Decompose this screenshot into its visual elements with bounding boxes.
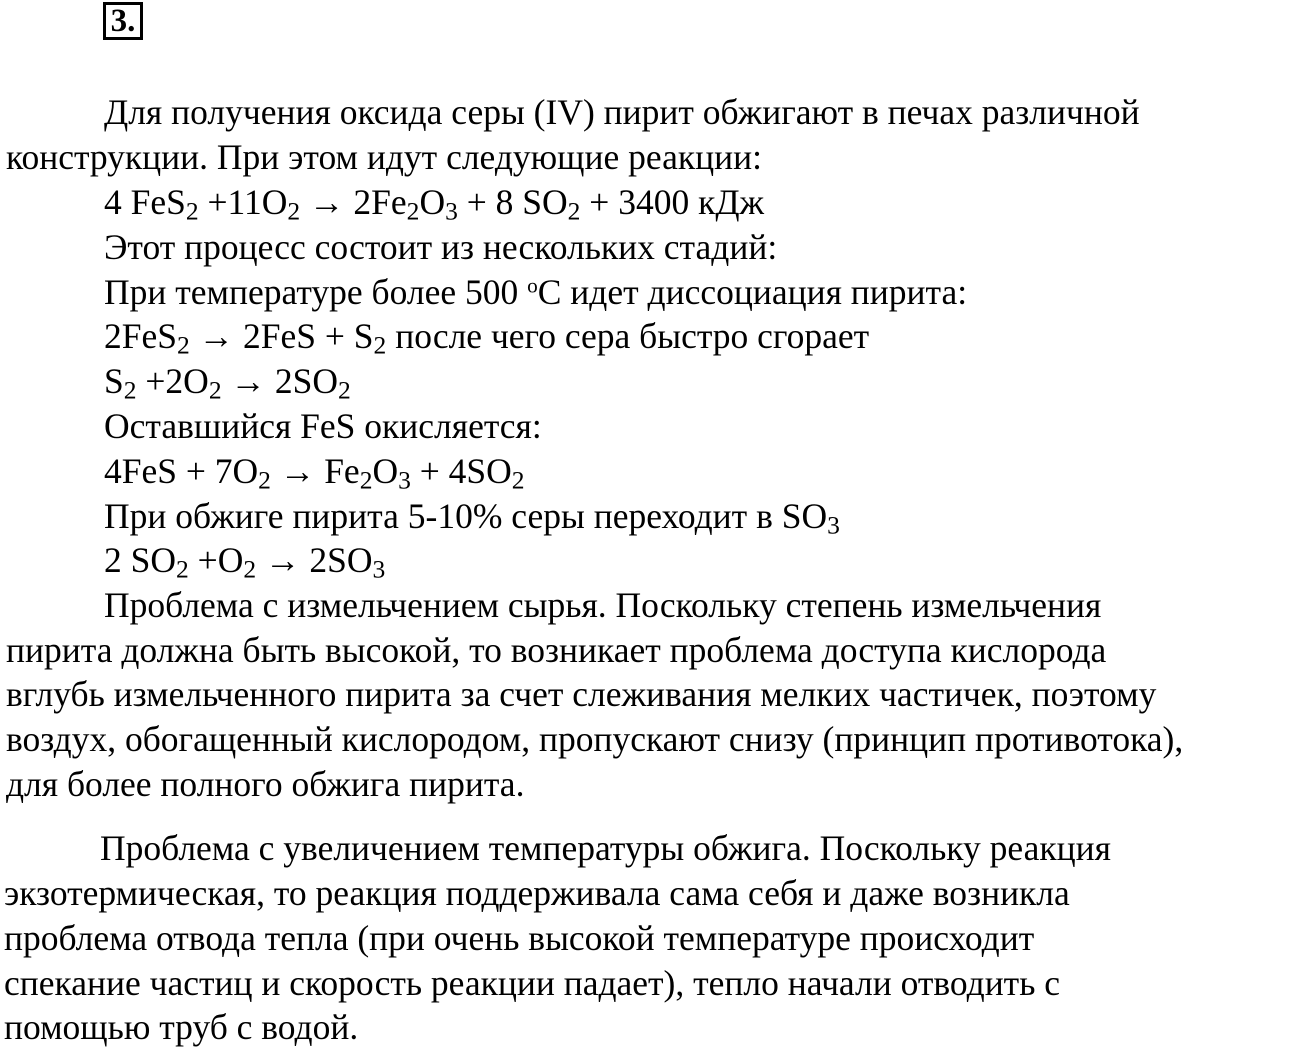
temperature-paragraph-line: проблема отвода тепла (при очень высокой температуре происходит bbox=[4, 918, 1035, 958]
grinding-paragraph-line: для более полного обжига пирита. bbox=[6, 764, 525, 804]
fes-oxidation-intro: Оставшийся FeS окисляется: bbox=[104, 406, 542, 446]
intro-line-1: Для получения оксида серы (IV) пирит обжигают в печах различной bbox=[104, 92, 1140, 132]
so3-formation-line: При обжиге пирита 5-10% серы переходит в $SO_3$ bbox=[104, 496, 840, 540]
fes-oxidation-equation: $4FeS + 7O_2 \to Fe_2O_3 + 4SO_2$ bbox=[104, 451, 525, 495]
grinding-paragraph-line: воздух, обогащенный кислородом, пропускают снизу (принцип противотока), bbox=[6, 719, 1184, 759]
temperature-line: При температуре более 500 $^o$C идет диссоциация пирита: bbox=[104, 272, 968, 312]
grinding-paragraph-line: пирита должна быть высокой, то возникает проблема доступа кислорода bbox=[6, 630, 1107, 670]
grinding-paragraph-line: вглубь измельченного пирита за счет слеживания мелких частичек, поэтому bbox=[6, 674, 1157, 714]
dissociation-equation: $2FeS_2 \to 2FeS + S_2$ после чего сера быстро сгорает bbox=[104, 316, 870, 360]
so3-equation: 2 $SO_2 +O_2 \to 2SO_3$ bbox=[104, 540, 386, 584]
temperature-paragraph-line: помощью труб с водой. bbox=[4, 1007, 359, 1047]
main-reaction-equation: 4 $FeS_2 +11O_2 \to 2Fe_2O_3 + 8$ $SO_2 + 3400$ кДж bbox=[104, 182, 765, 226]
grinding-paragraph-line: Проблема с измельчением сырья. Поскольку степень измельчения bbox=[104, 585, 1102, 625]
temperature-paragraph-line: Проблема с увеличением температуры обжига. Поскольку реакция bbox=[100, 828, 1111, 868]
temperature-paragraph-line: спекание частиц и скорость реакции падает), тепло начали отводить с bbox=[4, 963, 1061, 1003]
stages-intro: Этот процесс состоит из нескольких стадий: bbox=[104, 227, 778, 267]
temperature-paragraph-line: экзотермическая, то реакция поддерживала сама себя и даже возникла bbox=[4, 873, 1070, 913]
task-number: 3. bbox=[103, 2, 143, 40]
intro-line-2: конструкции. При этом идут следующие реакции: bbox=[6, 137, 762, 177]
sulfur-burning-equation: $S_2 +2O_2 \to 2SO_2$ bbox=[104, 361, 351, 405]
